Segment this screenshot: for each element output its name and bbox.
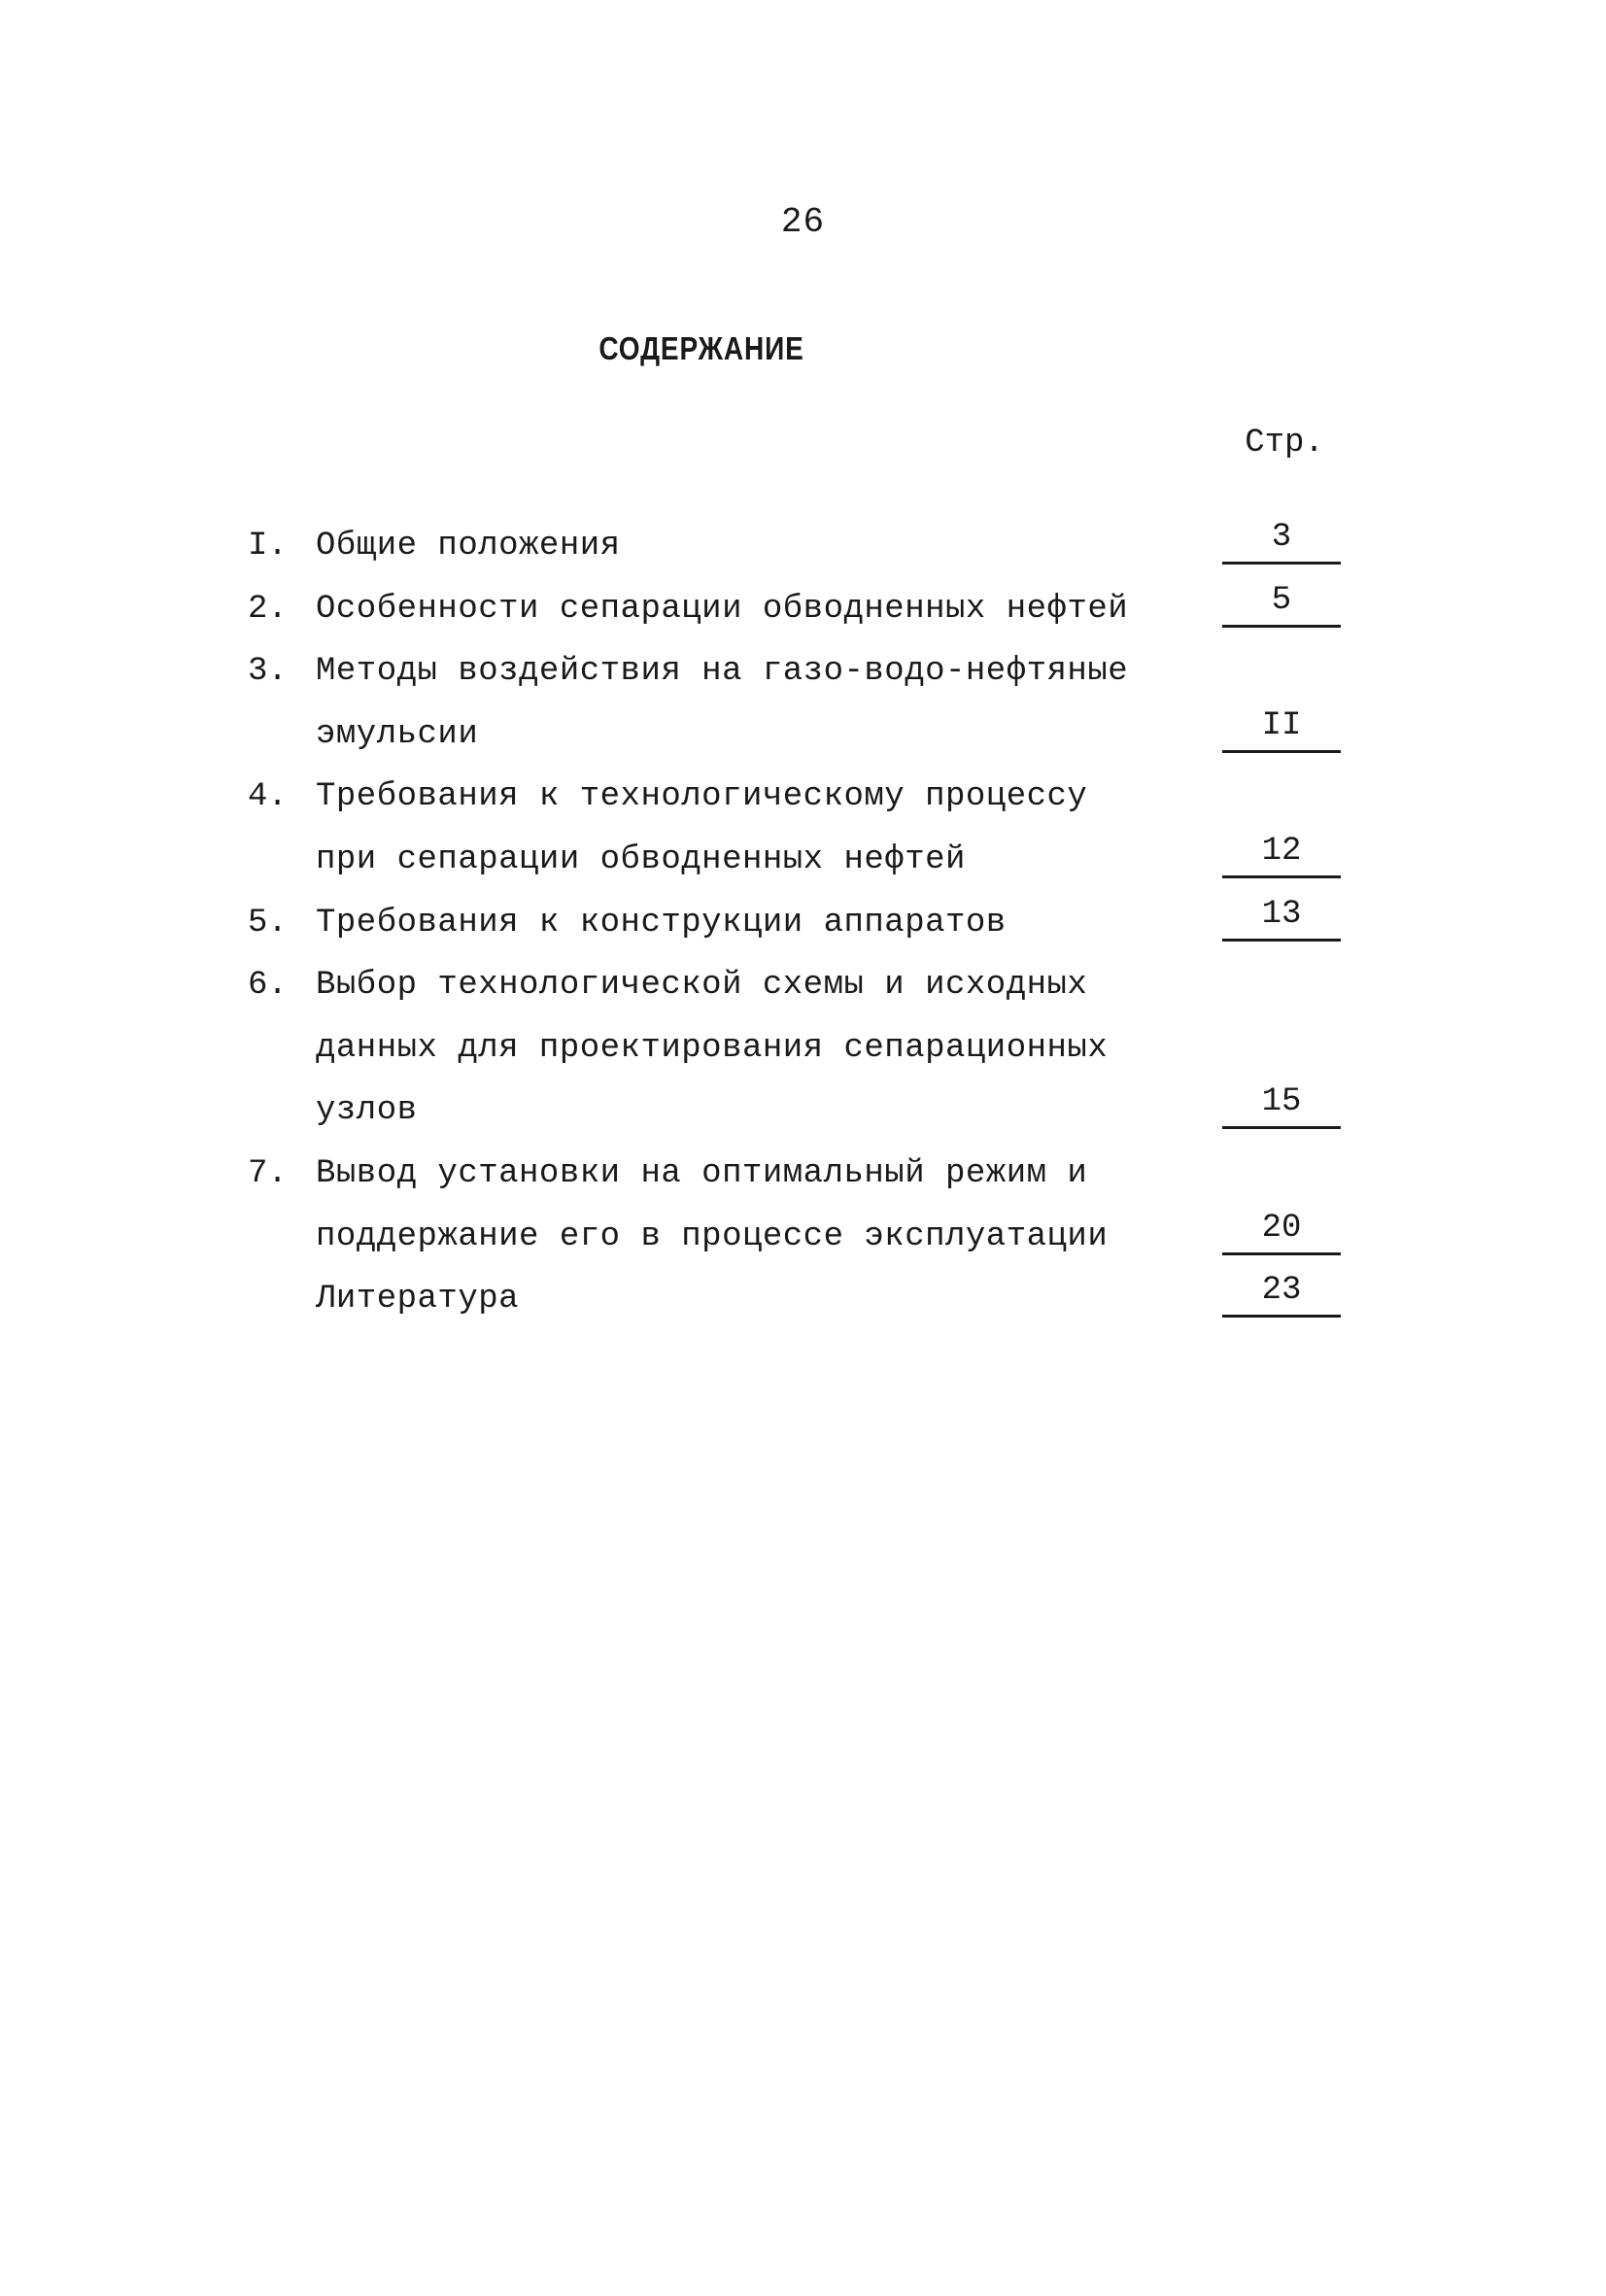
toc-entry-title: узлов	[316, 1092, 418, 1130]
toc-page-underline	[1222, 939, 1341, 942]
toc-entry-title: Требования к конструкции аппаратов	[316, 904, 1007, 942]
toc-entry-page	[1222, 703, 1341, 753]
toc-entry-page	[1222, 515, 1341, 565]
toc-entry-continuation	[248, 1206, 1346, 1269]
toc-page-value: 15	[1261, 1083, 1302, 1121]
toc-entry-number: 7.	[248, 1154, 288, 1192]
toc-entry-continuation	[248, 703, 1346, 767]
toc-entry-page	[1222, 1206, 1341, 1255]
toc-entry-number: 4.	[248, 778, 288, 816]
toc-page-value: 23	[1261, 1272, 1302, 1310]
toc-page-value: 5	[1271, 581, 1292, 619]
page-number: 26	[780, 202, 826, 242]
toc-entry-page	[1222, 829, 1341, 878]
toc-entry-page	[1222, 892, 1341, 942]
toc-page-underline	[1222, 875, 1341, 878]
toc-entry-number: 5.	[248, 904, 288, 942]
toc-entry-title: Выбор технологической схемы и исходных	[316, 967, 1088, 1005]
toc-entry-title: поддержание его в процессе эксплуатации	[316, 1217, 1109, 1255]
toc-entry-title: Литература	[316, 1281, 520, 1319]
toc-entry	[248, 578, 1346, 641]
toc-entry	[248, 1268, 1346, 1331]
toc-entry-continuation	[248, 1079, 1346, 1143]
toc-page-value: 12	[1261, 832, 1302, 870]
toc-entry-continuation	[248, 829, 1346, 892]
toc-entry-page	[1222, 1079, 1341, 1129]
toc-entry-title: Особенности сепарации обводненных нефтей	[316, 590, 1129, 628]
toc-entry	[248, 640, 1346, 703]
toc-entry-continuation	[248, 1017, 1346, 1080]
toc-page-value: 20	[1261, 1209, 1302, 1247]
toc-entry-number: I.	[248, 528, 288, 565]
toc-entry-number: 3.	[248, 653, 288, 691]
toc-entry-number: 2.	[248, 590, 288, 628]
toc-page-underline	[1222, 1252, 1341, 1255]
toc-page-underline	[1222, 1126, 1341, 1129]
toc-entry-title: при сепарации обводненных нефтей	[316, 840, 966, 878]
toc-entry-title: Вывод установки на оптимальный режим и	[316, 1154, 1088, 1192]
toc-entry	[248, 1143, 1346, 1206]
toc-entry	[248, 515, 1346, 578]
toc-page-value: 13	[1261, 895, 1302, 933]
toc-entry	[248, 766, 1346, 829]
toc-page-underline	[1222, 562, 1341, 565]
toc-page-underline	[1222, 1315, 1341, 1318]
pages-column-header: Стр.	[1245, 425, 1324, 462]
toc-entry-title: Методы воздействия на газо-водо-нефтяные	[316, 653, 1129, 691]
toc-entry-title: эмульсии	[316, 715, 479, 753]
toc-entry-number: 6.	[248, 967, 288, 1005]
toc-entry	[248, 892, 1346, 955]
toc-page-underline	[1222, 625, 1341, 628]
table-of-contents	[248, 515, 1346, 1331]
document-title: СОДЕРЖАНИЕ	[598, 330, 804, 366]
toc-page-underline	[1222, 750, 1341, 753]
toc-entry-title: данных для проектирования сепарационных	[316, 1029, 1109, 1067]
toc-entry-title: Требования к технологическому процессу	[316, 778, 1088, 816]
toc-entry-page	[1222, 578, 1341, 628]
toc-entry	[248, 954, 1346, 1017]
toc-page-value: 3	[1271, 519, 1292, 556]
toc-page-value: II	[1261, 706, 1302, 744]
toc-entry-page	[1222, 1268, 1341, 1318]
toc-entry-title: Общие положения	[316, 528, 621, 565]
